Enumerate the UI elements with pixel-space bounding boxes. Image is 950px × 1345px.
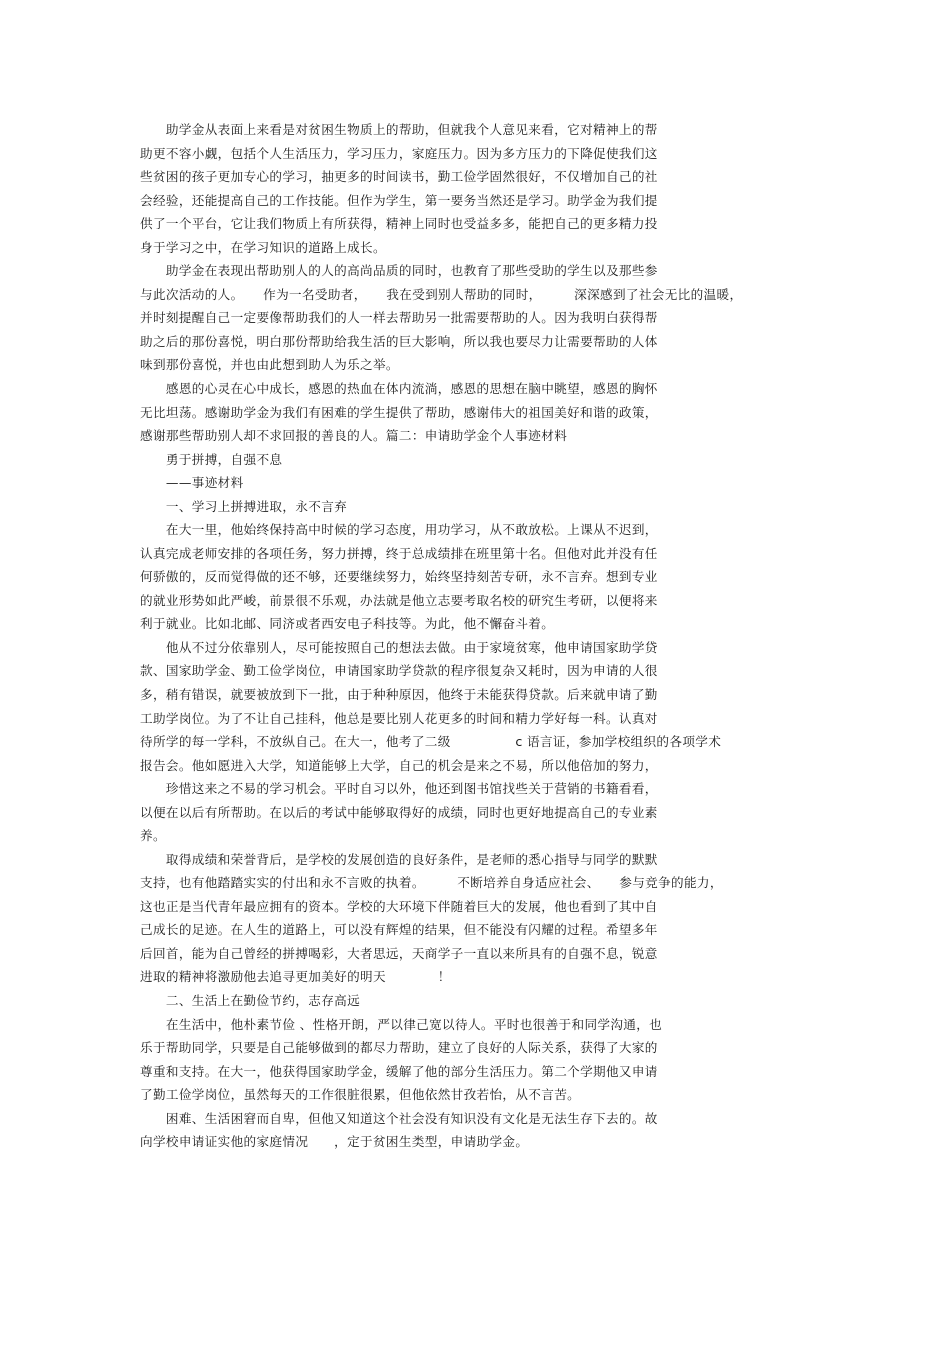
text-line: 这也正是当代青年最应拥有的资本。学校的大环境下伴随着巨大的发展，他也看到了其中自	[140, 898, 658, 914]
text-line: 报告会。他如愿进入大学，知道能够上大学，自己的机会是来之不易，所以他倍加的努力，	[140, 757, 658, 773]
text-line: 珍惜这来之不易的学习机会。平时自习以外，他还到图书馆找些关于营销的书籍看看，	[140, 781, 658, 797]
text-line: 助之后的那份喜悦，明白那份帮助给我生活的巨大影响，所以我也要尽力让需要帮助的人体	[140, 333, 658, 349]
text-line: 助更不容小觑，包括个人生活压力，学习压力，家庭压力。因为多方压力的下降促使我们这	[140, 145, 658, 161]
text-line: 助学金在表现出帮助别人的人的高尚品质的同时，也教育了那些受助的学生以及那些参	[140, 263, 658, 279]
text-line: 些贫困的孩子更加专心的学习，抽更多的时间读书，勤工俭学固然很好，不仅增加自己的社	[140, 169, 658, 185]
text-line: 取得成绩和荣誉背后，是学校的发展创造的良好条件，是老师的悉心指导与同学的默默	[140, 851, 658, 867]
text-line: 与此次活动的人。 作为一名受助者， 我在受到别人帮助的同时， 深深感到了社会无比的温暖，	[140, 286, 743, 302]
text-line: 并时刻提醒自己一定要像帮助我们的人一样去帮助另一批需要帮助的人。因为我明白获得帮	[140, 310, 658, 326]
text-line: 感恩的心灵在心中成长，感恩的热血在体内流淌，感恩的思想在脑中眺望，感恩的胸怀	[140, 380, 658, 396]
text-line: 尊重和支持。在大一，他获得国家助学金，缓解了他的部分生活压力。第二个学期他又申请	[140, 1063, 658, 1079]
text-line: 他从不过分依靠别人，尽可能按照自己的想法去做。由于家境贫寒，他申请国家助学贷	[140, 639, 658, 655]
text-line: 养。	[140, 828, 166, 844]
text-line: 勇于拼搏，自强不息	[140, 451, 283, 467]
text-line: 何骄傲的，反而觉得做的还不够，还要继续努力，始终坚持刻苦专研，永不言弃。想到专业	[140, 569, 658, 585]
text-line: 向学校申请证实他的家庭情况 ，定于贫困生类型，申请助学金。	[140, 1134, 529, 1150]
text-line: 味到那份喜悦，并也由此想到助人为乐之举。	[140, 357, 399, 373]
text-line: 己成长的足迹。在人生的道路上，可以没有辉煌的结果，但不能没有闪耀的过程。希望多年	[140, 922, 658, 938]
text-line: 感谢那些帮助别人却不求回报的善良的人。篇二：申请助学金个人事迹材料	[140, 428, 568, 443]
text-line: 认真完成老师安排的各项任务，努力拼搏，终于总成绩排在班里第十名。但他对此并没有任	[140, 545, 658, 561]
text-line: 助学金从表面上来看是对贫困生物质上的帮助，但就我个人意见来看，它对精神上的帮	[140, 122, 658, 137]
text-line: 以便在以后有所帮助。在以后的考试中能够取得好的成绩，同时也更好地提高自己的专业素	[140, 804, 658, 820]
text-line: 利于就业。比如北邮、同济或者西安电子科技等。为此，他不懈奋斗着。	[140, 616, 555, 632]
text-line: 待所学的每一学科，不放纵自己。在大一，他考了二级 c 语言证，参加学校组织的各项学术	[140, 734, 722, 749]
text-line: 一、学习上拼搏进取，永不言弃	[140, 498, 348, 514]
text-line: 工助学岗位。为了不让自己挂科，他总是要比别人花更多的时间和精力学好每一科。认真对	[140, 710, 658, 726]
text-line: 进取的精神将激励他去追寻更加美好的明天 ！	[140, 969, 451, 985]
text-line: 了勤工俭学岗位，虽然每天的工作很脏很累，但他依然甘孜若怡，从不言苦。	[140, 1087, 581, 1103]
text-line: 困难、生活困窘而自卑，但他又知道这个社会没有知识没有文化是无法生存下去的。故	[140, 1110, 658, 1126]
text-line: ——事迹材料	[140, 475, 244, 491]
text-line: 在生活中，他朴素节俭 、性格开朗，严以律己宽以待人。平时也很善于和同学沟通，也	[140, 1016, 663, 1032]
text-line: 款、国家助学金、勤工俭学岗位，申请国家助学贷款的程序很复杂又耗时，因为申请的人很	[140, 663, 658, 679]
text-line: 无比坦荡。感谢助学金为我们有困难的学生提供了帮助，感谢伟大的祖国美好和谐的政策，	[140, 404, 658, 420]
text-line: 身于学习之中，在学习知识的道路上成长。	[140, 239, 386, 255]
text-line: 会经验，还能提高自己的工作技能。但作为学生，第一要务当然还是学习。助学金为我们提	[140, 192, 658, 208]
text-line: 供了一个平台，它让我们物质上有所获得，精神上同时也受益多多，能把自己的更多精力投	[140, 216, 658, 232]
text-line: 乐于帮助同学，只要是自己能够做到的都尽力帮助，建立了良好的人际关系，获得了大家的	[140, 1040, 658, 1056]
text-line: 后回首，能为自己曾经的拼搏喝彩，大者思远，天商学子一直以来所具有的自强不息，锐意	[140, 945, 658, 961]
text-line: 二、生活上在勤俭节约，志存高远	[140, 993, 361, 1008]
text-line: 多，稍有错误，就要被放到下一批，由于种种原因，他终于未能获得贷款。后来就申请了勤	[140, 687, 658, 702]
text-line: 在大一里，他始终保持高中时候的学习态度，用功学习，从不敢放松。上课从不迟到，	[140, 522, 658, 538]
text-line: 的就业形势如此严峻，前景很不乐观，办法就是他立志要考取名校的研究生考研，以便将来	[140, 592, 658, 608]
text-line: 支持，也有他踏踏实实的付出和永不言败的执着。 不断培养自身适应社会、 参与竞争的能力，	[140, 875, 723, 891]
